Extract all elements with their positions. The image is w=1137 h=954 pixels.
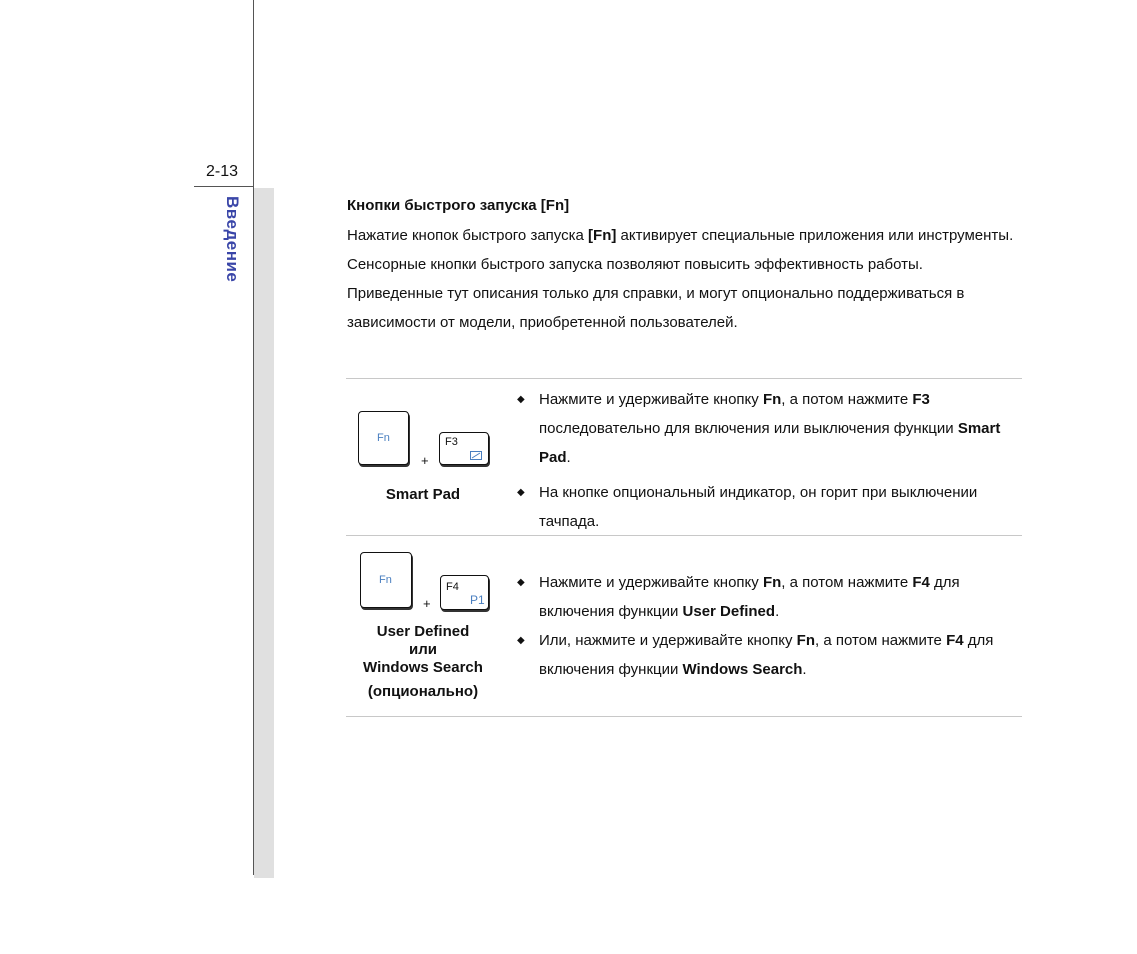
text-bold: Fn xyxy=(762,574,782,591)
f4-key-icon xyxy=(440,575,489,610)
bullet-icon: ◆ xyxy=(517,394,525,405)
text: Или, нажмите и удерживайте кнопку xyxy=(539,632,797,649)
plus-sign: + xyxy=(421,453,429,468)
caption-line: (опционально) xyxy=(367,683,479,700)
intro-paragraph-2: Сенсорные кнопки быстрого запуска позволяют повысить эффективность работы. xyxy=(347,256,923,273)
bullet-list xyxy=(517,568,1022,684)
text: Нажмите и удерживайте кнопку xyxy=(539,391,763,408)
fn-key-icon xyxy=(358,411,409,465)
intro-paragraph-1 xyxy=(347,221,1022,250)
text-bold: Smart Pad xyxy=(539,420,1001,466)
intro-paragraph-3: Приведенные тут описания только для справки, и могут опционально поддерживаться в зависимости от модели, приобретенной пользователей. xyxy=(347,285,965,331)
caption-line: Windows Search xyxy=(363,659,483,676)
key-caption: Smart Pad xyxy=(385,486,461,503)
key-caption xyxy=(348,623,498,701)
text: Нажмите и удерживайте кнопку xyxy=(539,574,763,591)
list-item xyxy=(517,385,1022,472)
caption-line: или xyxy=(409,641,437,658)
user-defined-icon: P1 xyxy=(470,593,485,607)
text-bold: F4 xyxy=(946,632,964,649)
key-label: F3 xyxy=(445,436,458,448)
list-item xyxy=(517,568,1022,626)
section-label: Введение xyxy=(223,196,242,283)
section-heading: Кнопки быстрого запуска [Fn] xyxy=(347,197,570,214)
page-number: 2-13 xyxy=(206,163,239,180)
text: для включения функции xyxy=(539,574,960,620)
text-bold: F3 xyxy=(912,391,930,408)
f3-key-icon xyxy=(439,432,489,465)
plus-sign: + xyxy=(423,596,431,611)
text-bold: Fn xyxy=(762,391,782,408)
fn-key-icon xyxy=(360,552,412,608)
bullet-list xyxy=(517,385,1022,542)
text-bold: Fn xyxy=(796,632,815,649)
bullet-icon: ◆ xyxy=(517,577,525,588)
bullet-icon: ◆ xyxy=(517,487,525,498)
text: . xyxy=(775,603,780,620)
text-bold: User Defined xyxy=(682,603,776,620)
list-item xyxy=(517,626,1022,684)
caption-line: User Defined xyxy=(376,623,470,640)
text: . xyxy=(566,449,571,466)
key-label: F4 xyxy=(446,581,459,593)
text: для включения функции xyxy=(539,632,994,678)
key-label: Fn xyxy=(379,574,392,586)
text-bold: Windows Search xyxy=(682,661,803,678)
text: последовательно для включения или выключения функции xyxy=(539,420,958,437)
page-number-rule xyxy=(194,186,254,187)
bullet-icon: ◆ xyxy=(517,635,525,646)
text: , а потом нажмите xyxy=(814,632,947,649)
intro-block xyxy=(347,195,1022,337)
text: . xyxy=(802,661,807,678)
touchpad-icon xyxy=(470,451,482,460)
list-item xyxy=(517,478,1022,536)
table-rule-top xyxy=(346,378,1022,379)
text: , а потом нажмите xyxy=(781,574,913,591)
side-bar xyxy=(254,188,274,878)
key-label: Fn xyxy=(377,432,390,444)
text: На кнопке опциональный индикатор, он горит при выключении тачпада. xyxy=(539,484,978,530)
text-bold: [Fn] xyxy=(588,227,617,244)
text: активирует специальные приложения или инструменты. xyxy=(616,227,1014,244)
text: , а потом нажмите xyxy=(781,391,913,408)
table-rule-bottom xyxy=(346,716,1022,717)
text: Нажатие кнопок быстрого запуска xyxy=(347,227,589,244)
text-bold: F4 xyxy=(912,574,930,591)
